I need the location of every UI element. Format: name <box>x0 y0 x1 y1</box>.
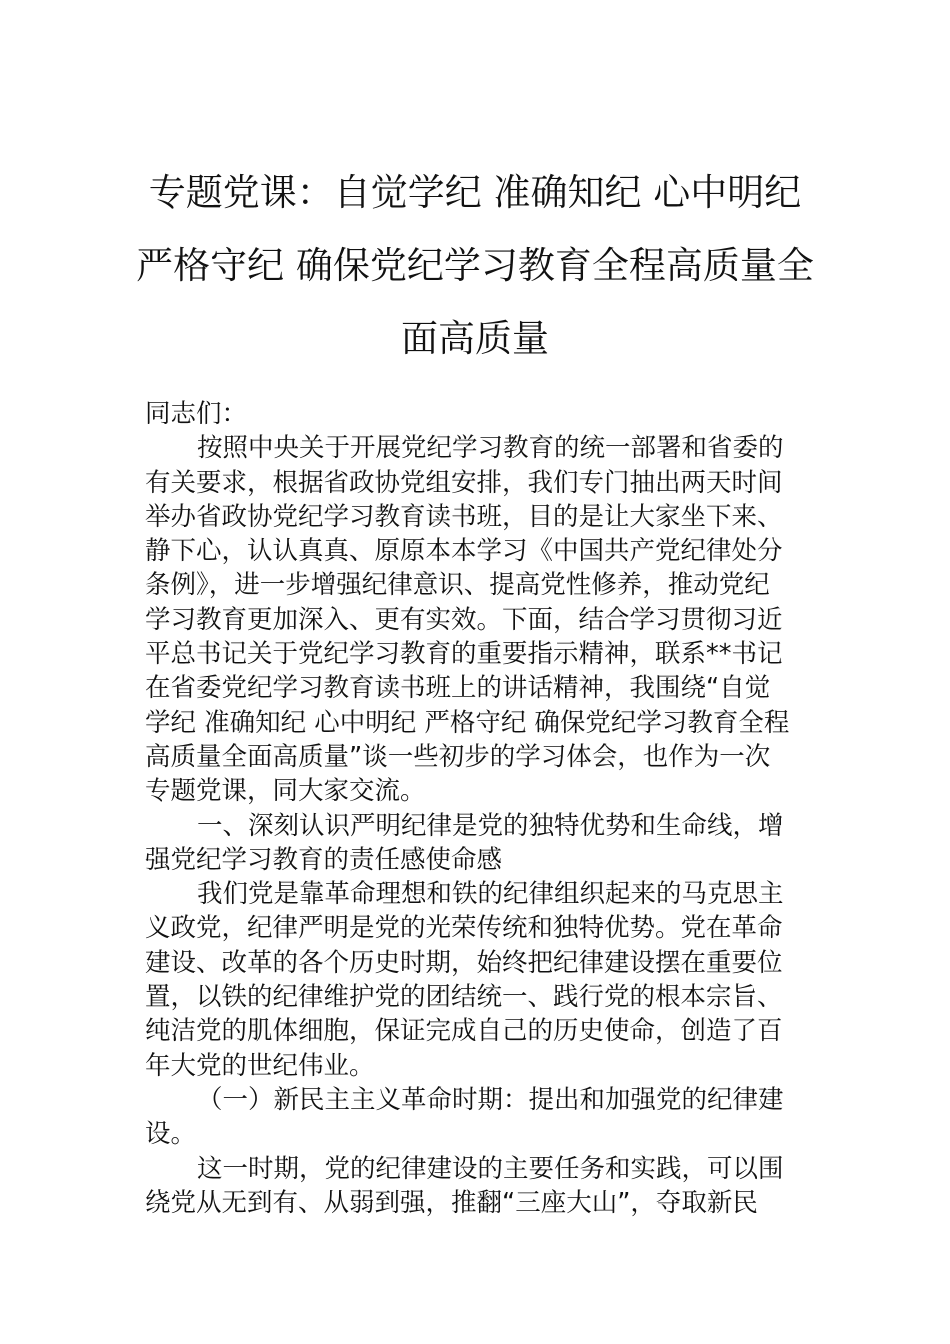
paragraph-line: 专题党课，同大家交流。 <box>145 776 426 807</box>
paragraph-line: 纯洁党的肌体细胞，保证完成自己的历史使命，创造了百 <box>145 1016 783 1047</box>
paragraph-line: 平总书记关于党纪学习教育的重要指示精神，联系**书记 <box>145 639 783 670</box>
section-heading-line: 一、深刻认识严明纪律是党的独特优势和生命线，增 <box>197 810 784 841</box>
paragraph-line: 高质量全面高质量”谈一些初步的学习体会，也作为一次 <box>145 741 771 772</box>
subsection-heading-line: 设。 <box>145 1119 197 1150</box>
document-body <box>145 397 810 1220</box>
title-line: 专题党课：自觉学纪 准确知纪 心中明纪 <box>148 171 802 214</box>
paragraph-line: 有关要求，根据省政协党组安排，我们专门抽出两天时间 <box>145 467 783 498</box>
paragraph-line: 按照中央关于开展党纪学习教育的统一部署和省委的 <box>197 433 784 464</box>
salutation: 同志们： <box>145 399 248 429</box>
paragraph-line: 年大党的世纪伟业。 <box>145 1050 375 1081</box>
paragraph-line: 学纪 准确知纪 心中明纪 严格守纪 确保党纪学习教育全程 <box>145 707 790 738</box>
section-heading-line: 强党纪学习教育的责任感使命感 <box>145 844 503 875</box>
paragraph-line: 举办省政协党纪学习教育读书班，目的是让大家坐下来、 <box>145 501 783 532</box>
paragraph-line: 学习教育更加深入、更有实效。下面，结合学习贯彻习近 <box>145 604 783 635</box>
title-line: 严格守纪 确保党纪学习教育全程高质量全 <box>136 244 814 287</box>
paragraph-line: 在省委党纪学习教育读书班上的讲话精神，我围绕“自觉 <box>145 673 771 704</box>
paragraph-line: 静下心，认认真真、原原本本学习《中国共产党纪律处分 <box>145 536 783 567</box>
paragraph-line: 条例》，进一步增强纪律意识、提高党性修养，推动党纪 <box>145 570 770 601</box>
document-title <box>130 156 820 375</box>
paragraph-line: 置，以铁的纪律维护党的团结统一、践行党的根本宗旨、 <box>145 982 783 1013</box>
paragraph-line: 我们党是靠革命理想和铁的纪律组织起来的马克思主 <box>197 879 784 910</box>
subsection-heading-line: （一）新民主主义革命时期：提出和加强党的纪律建 <box>197 1084 784 1115</box>
paragraph-line: 义政党，纪律严明是党的光荣传统和独特优势。党在革命 <box>145 913 783 944</box>
paragraph-line: 绕党从无到有、从弱到强，推翻“三座大山”，夺取新民 <box>145 1187 758 1218</box>
paragraph-line: 这一时期，党的纪律建设的主要任务和实践，可以围 <box>197 1153 784 1184</box>
paragraph-line: 建设、改革的各个历史时期，始终把纪律建设摆在重要位 <box>145 947 783 978</box>
title-line: 面高质量 <box>401 317 549 360</box>
